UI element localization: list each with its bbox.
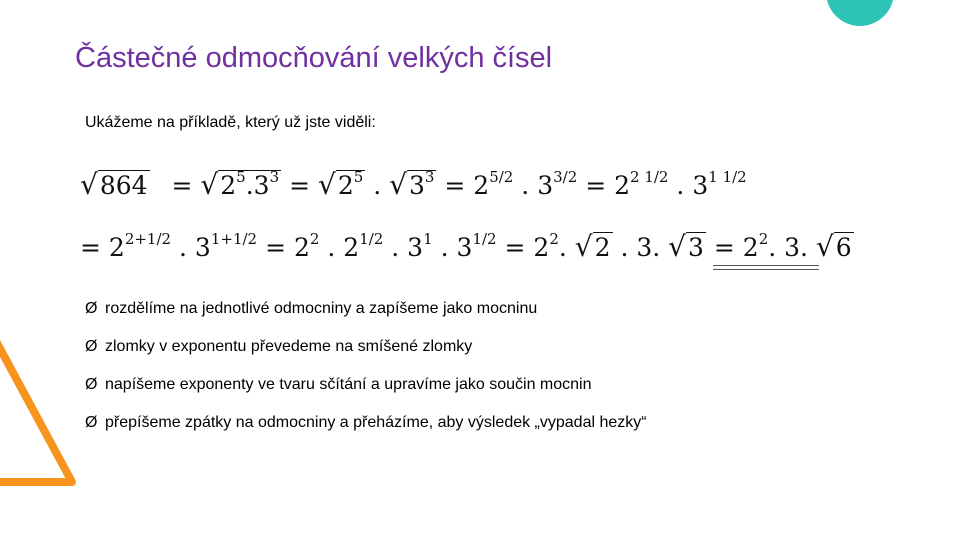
arrow-bullet-icon: Ø <box>85 376 98 393</box>
result-double-underline <box>713 265 819 270</box>
sqrt-864: √864 <box>80 168 148 201</box>
sqrt-3-3: $√3^3$ <box>389 168 435 201</box>
arrow-bullet-icon: Ø <box>85 300 98 317</box>
sqrt-2-5: $√2^5$ <box>317 168 364 201</box>
arrow-bullet-icon: Ø <box>85 414 98 431</box>
list-item: Ø zlomky v exponentu převedeme na smíšené zlomky <box>85 338 473 355</box>
orange-triangle-decoration <box>0 330 72 482</box>
math-line-1: $√864 = √2^5.3^3 = √2^5$ . $√3^3 = 2^{5/2}$ . $3^{3/2} = 2^{2 1/2}$ . $3^{1 1/2}$ <box>80 168 747 201</box>
math-line-2: = $2^{2+1/2}$ . $3^{1+1/2} = 2^2$ . $2^{1/2}$ . $3^1$ . $3^{1/2} = 2^2$. √2 . 3. $√3 = 2^2$. 3. √6 <box>80 230 852 263</box>
sqrt-2: √2 <box>574 230 611 263</box>
list-item: Ø rozdělíme na jednotlivé odmocniny a zapíšeme jako mocninu <box>85 300 538 317</box>
sqrt-6: √6 <box>815 230 852 263</box>
arrow-bullet-icon: Ø <box>85 338 98 355</box>
sqrt-2-5-3-3: $√2^5.3^3$ <box>200 168 280 201</box>
steps-list <box>85 300 647 452</box>
intro-text: Ukážeme na příkladě, který už jste viděli: <box>85 114 376 131</box>
list-item: Ø přepíšeme zpátky na odmocniny a přeházíme, aby výsledek „vypadal hezky“ <box>85 414 647 431</box>
list-item: Ø napíšeme exponenty ve tvaru sčítání a upravíme jako součin mocnin <box>85 376 592 393</box>
slide-title: Částečné odmocňování velkých čísel <box>75 42 553 74</box>
sqrt-3: √3 <box>668 230 704 263</box>
teal-circle-decoration <box>826 0 894 26</box>
